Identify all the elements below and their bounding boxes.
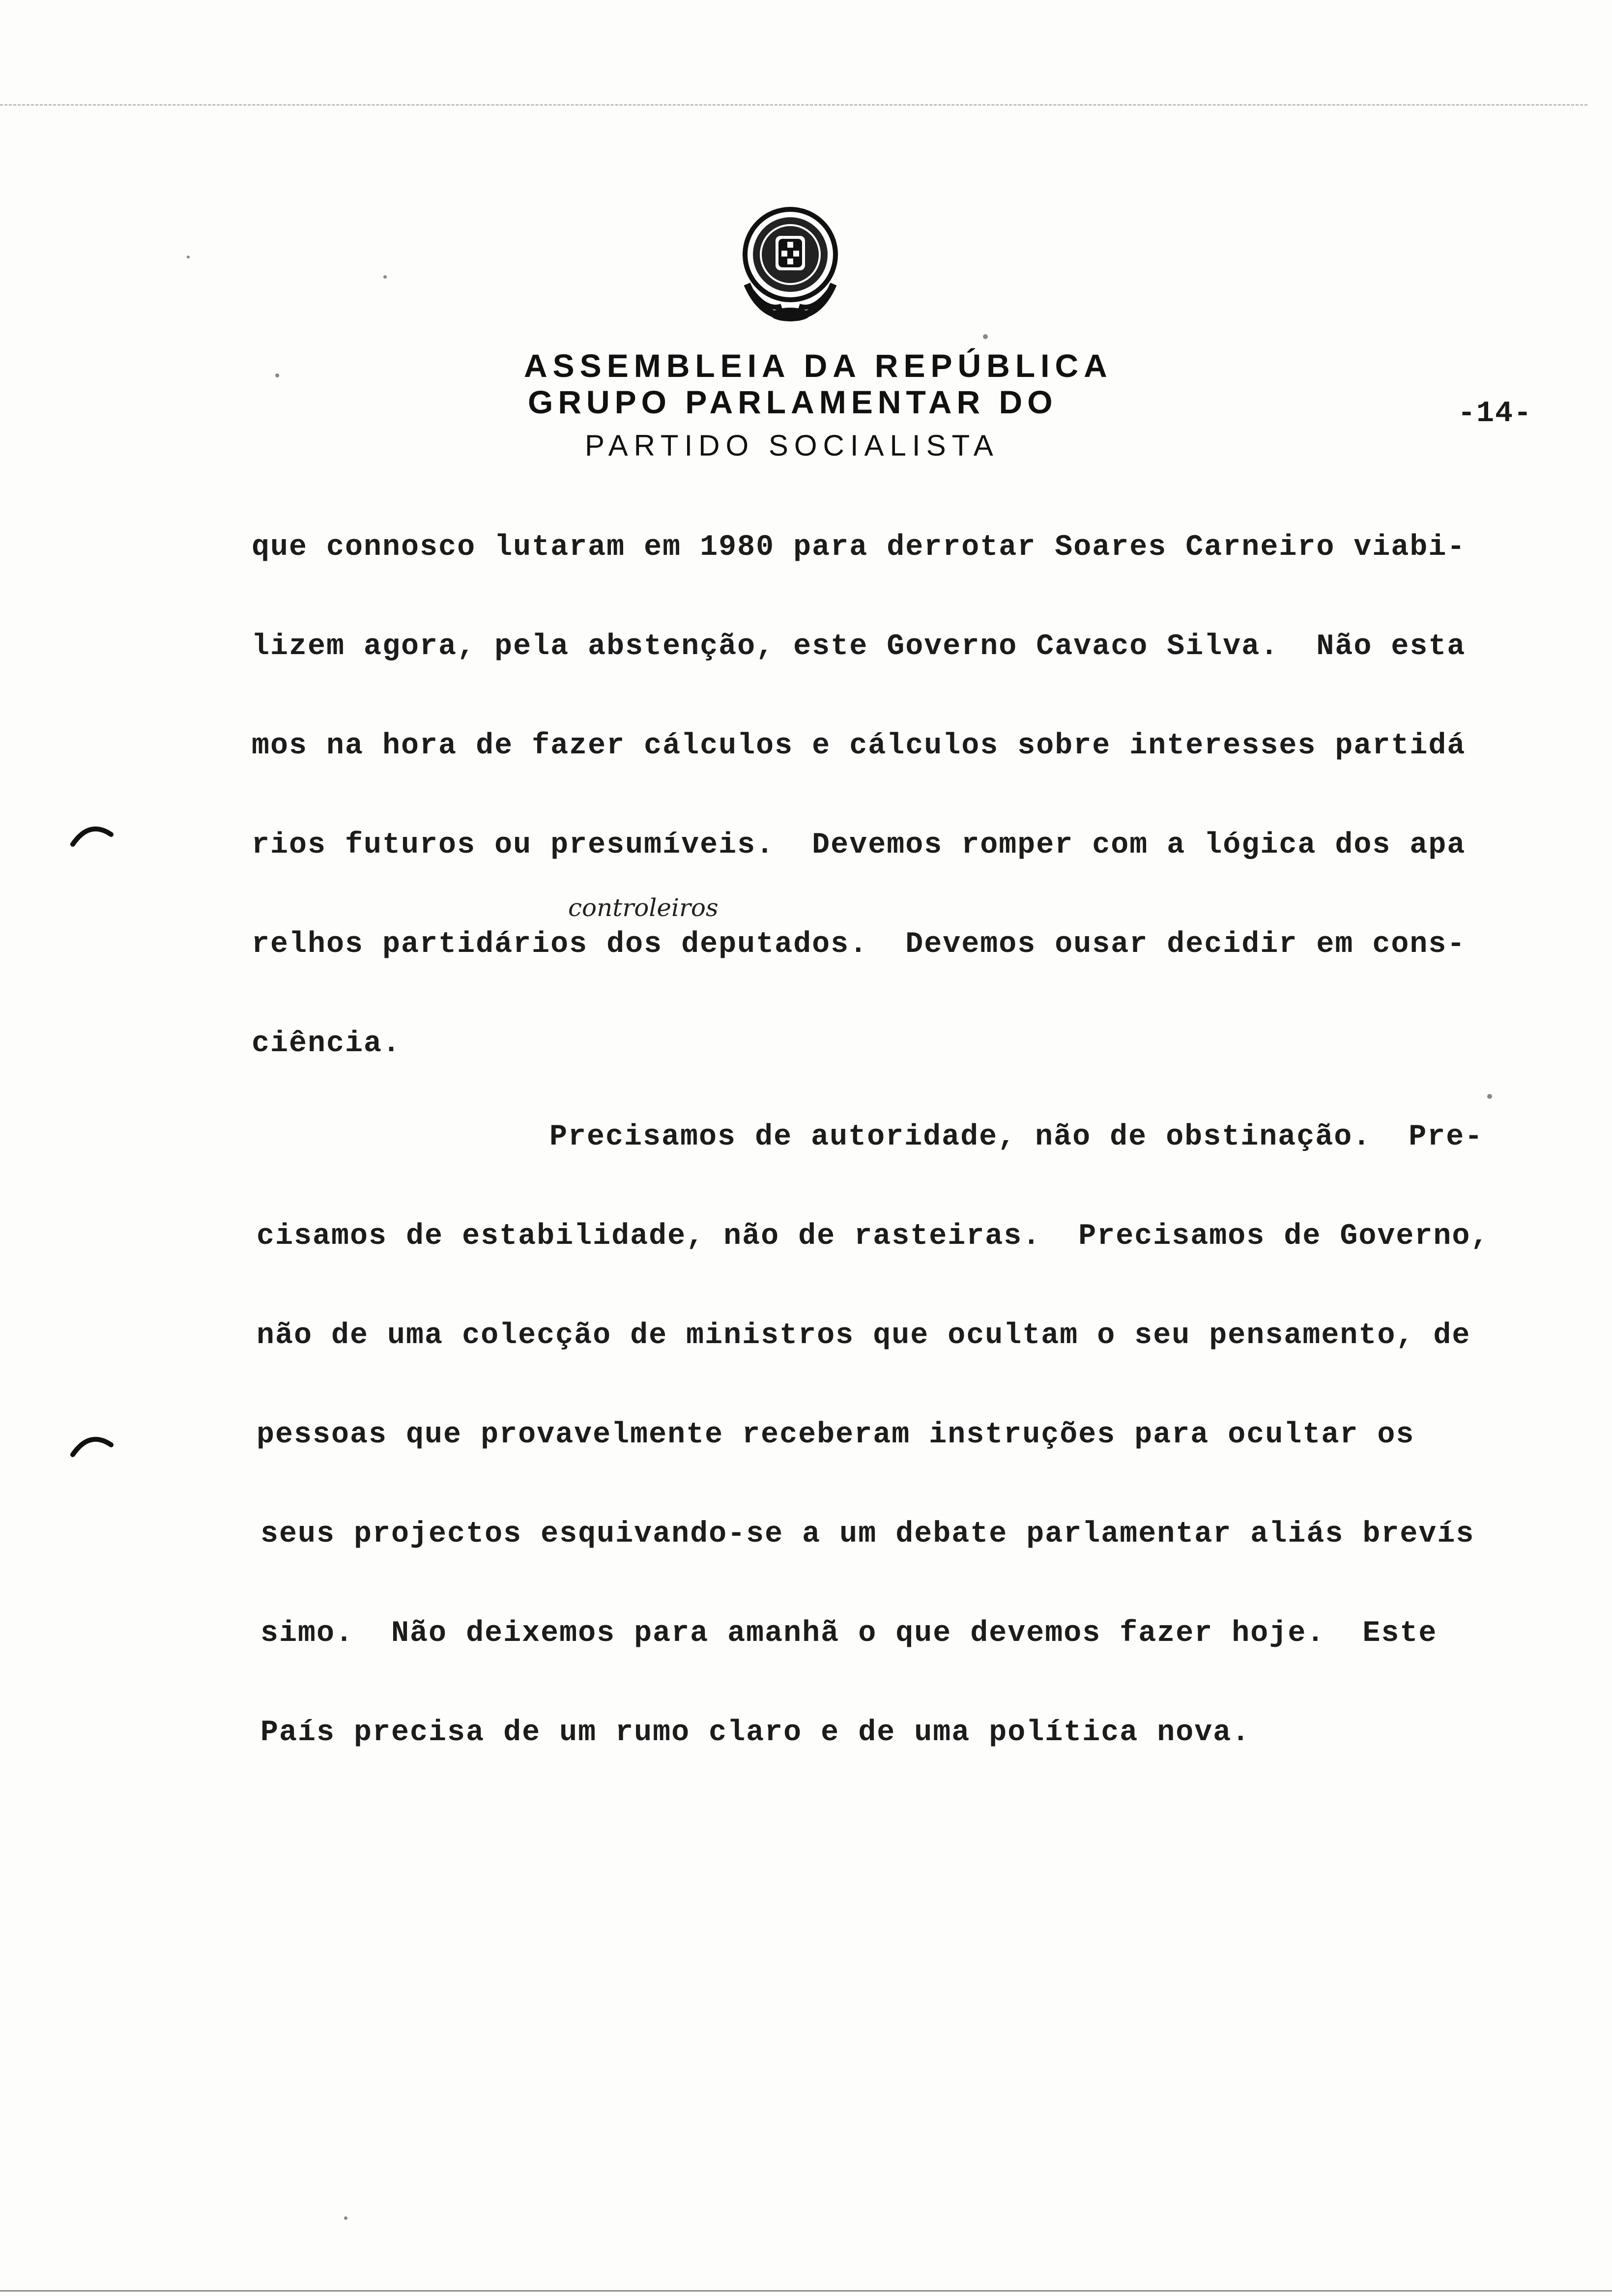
scan-artifact-rule [0,104,1587,106]
binding-mark [70,820,114,849]
header-parliamentary-group: GRUPO PARLAMENTAR DO [528,384,1058,420]
body-line-1: que connosco lutaram em 1980 para derrotar Soares Carneiro viabi- [252,531,1466,564]
header-assembly-name: ASSEMBLEIA DA REPÚBLICA [524,347,1113,384]
body-line-3: mos na hora de fazer cálculos e cálculos sobre interesses partidá [252,729,1466,763]
scan-speck [983,334,988,339]
scan-speck [1487,1094,1492,1099]
body-line-12: simo. Não deixemos para amanhã o que devemos fazer hoje. Este [260,1617,1438,1650]
header-party-name: PARTIDO SOCIALISTA [585,429,999,462]
body-line-9: não de uma colecção de ministros que ocultam o seu pensamento, de [257,1319,1471,1352]
body-line-5: relhos partidários dos deputados. Devemos ousar decidir em cons- [252,928,1466,961]
body-line-4: rios futuros ou presumíveis. Devemos romper com a lógica dos apa [252,829,1466,862]
page-number: -14- [1458,397,1533,430]
body-line-13: País precisa de um rumo claro e de uma política nova. [260,1716,1251,1750]
scan-speck [344,2216,347,2220]
handwritten-insert: controleiros [568,893,719,922]
body-line-11: seus projectos esquivando-se a um debate parlamentar aliás brevís [260,1518,1475,1551]
body-line-6: ciência. [252,1027,402,1061]
binding-mark [70,1430,114,1460]
scan-speck [383,275,387,279]
scan-speck [187,256,190,258]
body-line-8: cisamos de estabilidade, não de rasteiras. Precisamos de Governo, [257,1220,1490,1253]
body-line-7: Precisamos de autoridade, não de obstinação. Pre- [549,1120,1484,1154]
coat-of-arms-emblem [732,205,848,324]
scan-speck [275,373,279,377]
scan-artifact-rule [0,2290,1612,2292]
body-line-2: lizem agora, pela abstenção, este Governo Cavaco Silva. Não esta [252,630,1466,663]
body-line-10: pessoas que provavelmente receberam instruções para ocultar os [257,1418,1415,1452]
